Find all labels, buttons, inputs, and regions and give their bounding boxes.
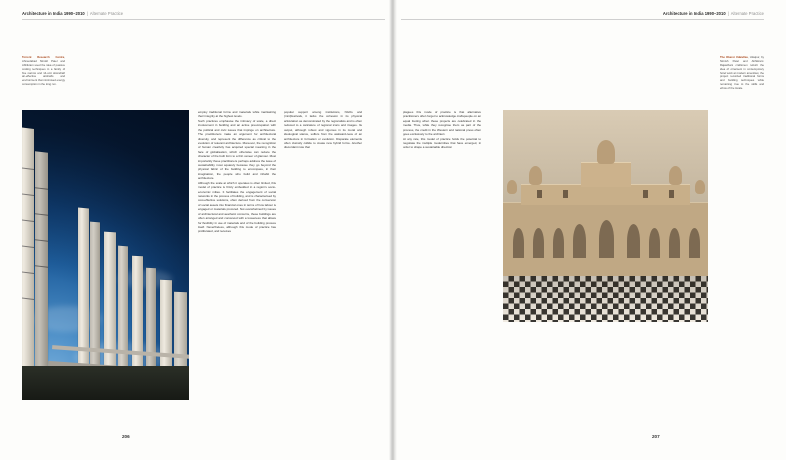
building-arch <box>533 228 544 258</box>
figure-caption-left <box>22 56 65 87</box>
building-arch <box>627 224 640 258</box>
paragraph: popular support among institutions, NGOs and (mini)festivals, it lacks the cohesion in its physical articulation as demonstrated by the regionalists and is often reduced to a caricature of regional icons and images. Its output, although robust and vigorous in its moral and ideological stance, suffers from the awkward-ness of an architecture in formation or evolution. Disparate elements often clumsily collide to create new hybrid forms. Another discordant note that <box>284 110 362 150</box>
body-column-3 <box>403 110 481 385</box>
building-arch <box>513 228 524 258</box>
running-head-subtitle: Alternate Practice <box>730 11 764 16</box>
building-dome <box>597 140 615 164</box>
photo-oberoi-udaivilas <box>503 110 708 322</box>
running-head-title: Architecture in India 1990–2010 <box>662 11 726 16</box>
figure-caption-right <box>720 56 764 91</box>
running-head-subtitle: Alternate Practice <box>89 11 124 16</box>
folio-right: 207 <box>652 434 660 439</box>
building-dome <box>507 180 517 194</box>
building-window <box>537 190 542 198</box>
photo-foreground-ground <box>22 366 189 400</box>
body-column-2 <box>284 110 362 385</box>
building-arch <box>573 224 586 258</box>
building-dome <box>695 180 705 194</box>
figure-caption-left-title: Torrent Research Centre <box>22 56 65 59</box>
running-head-title: Architecture in India 1990–2010 <box>22 11 85 16</box>
building-arch <box>669 228 680 258</box>
paragraph: At any rate, this model of practice holds the potential to negotiate the multiple modernities that have emerged, in order to shape a sustainable direction <box>403 136 481 150</box>
photo-torrent-research-centre <box>22 110 189 400</box>
paragraph: Although the scale at which it operates is often limited, this model of practice is firmly embedded in a region's socio-economic milieu. It facilitates the engagement of social networks in the process of building, and is characterised by cost-effective solutions, often derived from the conversion of social assets into financial ones in terms of how labour is engaged or materials procured. Not overwhelmed by issues of architectural and aesthetic concerns, these buildings are often arranged and conceived with a looseness that allows for flexibility in use of materials and of the building process itself. Nevertheless, although this mode of practice has proliferated, and receives <box>198 180 276 234</box>
right-page <box>393 0 786 460</box>
building-arch <box>599 220 614 258</box>
running-head-separator: | <box>727 11 729 16</box>
building-dome <box>669 166 682 185</box>
building-dome <box>529 166 542 185</box>
figure-caption-right-title: The Oberoi Udaivilas <box>720 56 748 59</box>
building-upper-block <box>521 184 690 205</box>
running-head-separator: | <box>86 11 88 16</box>
building-arch <box>689 228 700 258</box>
paragraph: Such practices emphasise the intimacy of scale, a direct involvement in building and an active preoccupation with the political and civic issues that impinge on architecture. The practitioners make an argument for architectural diversity, and represent the difference as critical to the evolution of relevant architecture. Moreover, the recognition of human creativity has acquired special meaning in the face of globalisation, which otherwise can reduce the character of the built form to a thin veneer of glamour. Most importantly these practitioners perhaps address the issue of sustainability most squarely because they go beyond the physical fabric of the building to encompass, in their imagination, the people who build and inhabit the architecture. <box>198 118 276 181</box>
figure-caption-right-title-suffix: , Udaipur, by Nimish Patel and Abhikram: Rajasthani craftsmen rebuilt the idea of ornament in contemporary hotel work at modern amenities; the project recorded traditional forms and building techniques while remaining true to the skills and ethos of the locale. <box>720 56 764 91</box>
building-tower <box>22 127 34 381</box>
running-head-left <box>22 11 123 16</box>
figure-caption-left-text: Nimish Patel and Abhikram used the idea of passive cooling techniques in a family of five narrow and 14-unit downdraft air-effective airshafts and environment that minimised energy consumption in the long run. <box>22 59 65 87</box>
building-window <box>563 190 568 198</box>
running-head-right <box>663 11 764 16</box>
building-tower <box>90 222 100 381</box>
photo-courtyard-shading <box>503 276 708 322</box>
building-window <box>669 190 674 198</box>
building-arch <box>553 228 564 258</box>
paragraph: plagues this mode of practice is that alternative practitioners often forget to acknowledge craftspeople on an equal footing when these projects are celebrated in the media. Thus, while they recognise them as part of the process, the credit in the Western and national press often goes exclusively to the architect. <box>403 110 481 137</box>
folio-left: 206 <box>122 434 130 439</box>
building-tower <box>35 151 48 385</box>
building-centre-block <box>581 162 631 187</box>
figure-caption-left-title-suffix: , Ahmedabad <box>22 56 65 63</box>
building-window <box>643 190 648 198</box>
header-rule-right <box>401 19 764 20</box>
building-tower <box>104 232 116 383</box>
body-column-1 <box>198 110 276 385</box>
paragraph: employ traditional forms and materials while maintaining their integrity at the highest levels. <box>198 110 276 119</box>
building-arch <box>649 228 660 258</box>
header-rule-left <box>22 19 385 20</box>
